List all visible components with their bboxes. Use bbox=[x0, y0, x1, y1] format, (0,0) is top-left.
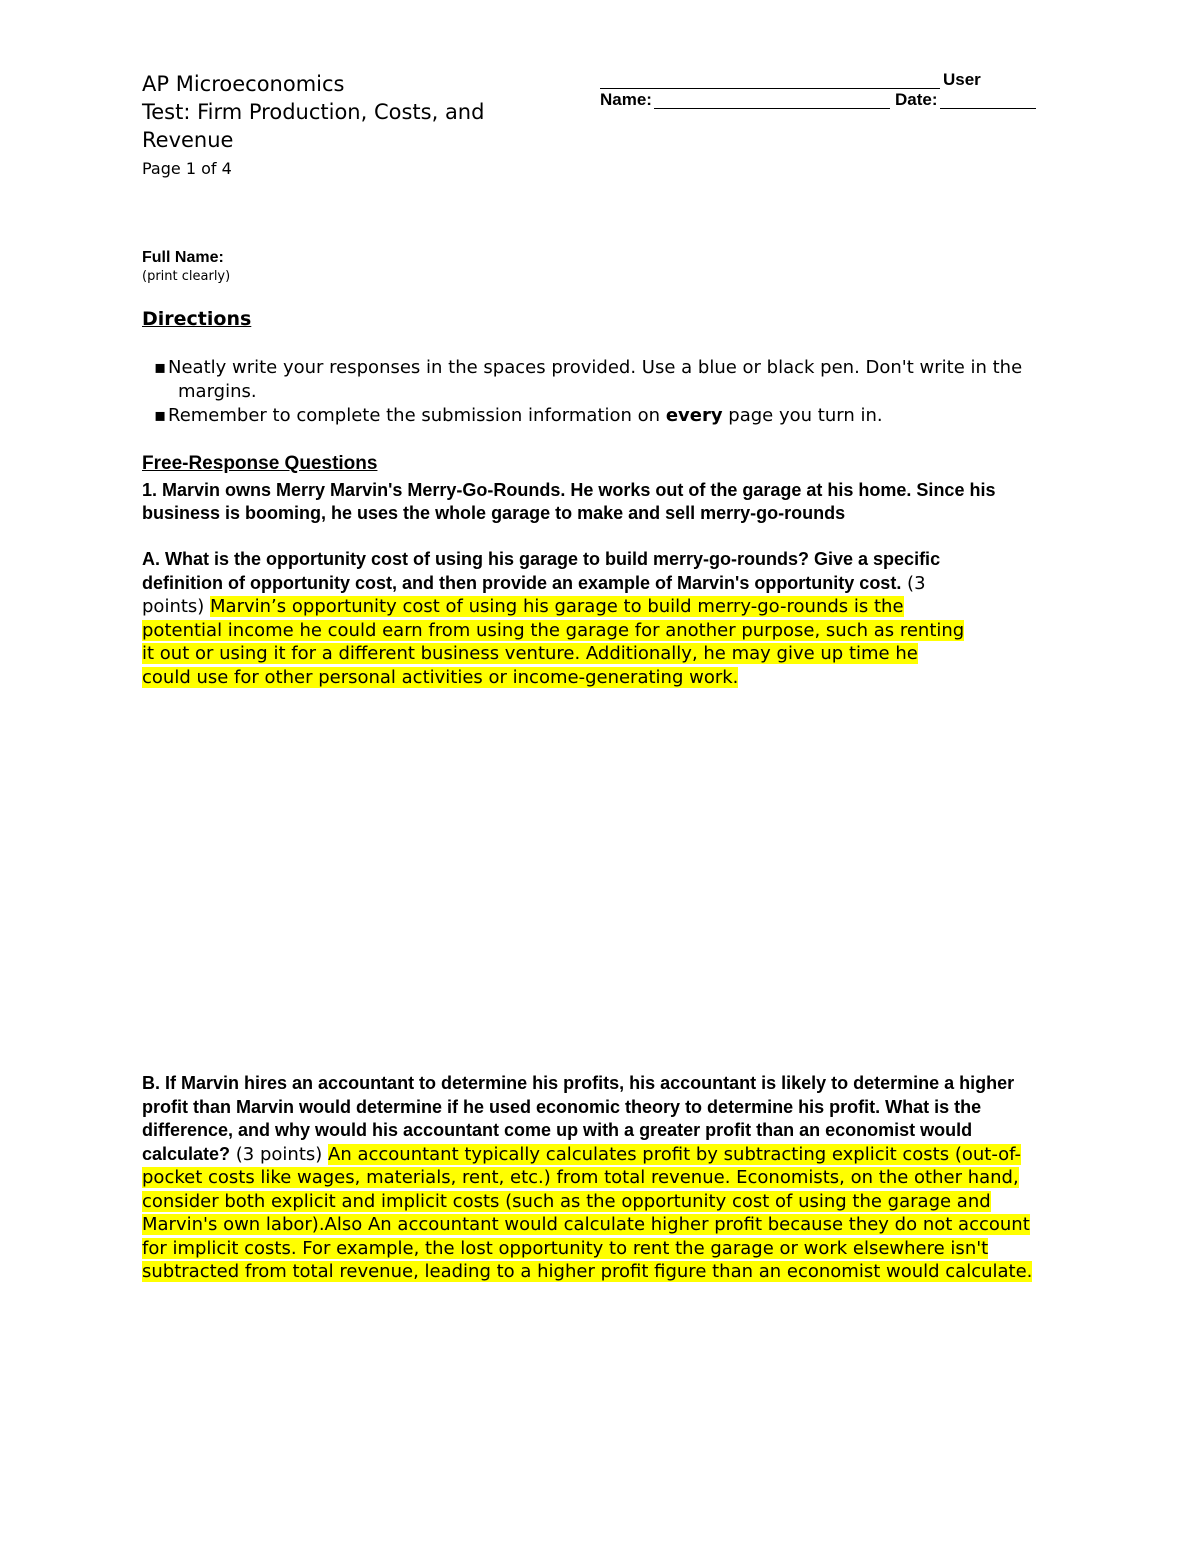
direction-text: Neatly write your responses in the spaces provided. Use a blue or black pen. Don't write in the margins. bbox=[168, 357, 1023, 402]
course-title: AP Microeconomics bbox=[142, 72, 345, 96]
answer-1b: An accountant typically calculates profit by subtracting explicit costs (out-of-pocket costs like wages, materials, rent, etc.) from total revenue. Economists, on the other hand, consider both explicit and implicit costs (such as the opportunity cost of using the garage and Marvin's own labor).Also An accountant would calculate higher profit because they do not account for implicit costs. For example, the lost opportunity to rent the garage or work elsewhere isn't subtracted from total revenue, leading to a higher profit figure than an economist would calculate. bbox=[142, 1143, 1033, 1282]
direction-text-tail: page you turn in. bbox=[722, 405, 883, 426]
question-1b-prompt: B. If Marvin hires an accountant to determine his profits, his accountant is likely to determine a higher profit than Marvin would determine if he used economic theory to determine his profit. What is the difference, and why would his accountant come up with a greater profit than an economist would calculate? bbox=[142, 1073, 1015, 1164]
directions-list bbox=[142, 356, 1052, 428]
question-1: 1. Marvin owns Merry Marvin's Merry-Go-Rounds. He works out of the garage at his home. Since his business is booming, he uses the whole garage to make and sell merry-go-rounds bbox=[142, 480, 996, 523]
test-title: Test: Firm Production, Costs, and Revenue bbox=[142, 100, 485, 152]
user-label: User bbox=[943, 70, 981, 89]
test-title-block bbox=[142, 70, 562, 154]
direction-text: Remember to complete the submission information on bbox=[168, 405, 661, 426]
list-item bbox=[142, 356, 1052, 404]
name-label: Name: bbox=[600, 90, 652, 109]
question-1a bbox=[142, 548, 972, 689]
name-date-row bbox=[600, 90, 1040, 114]
date-line bbox=[940, 108, 1036, 109]
page-number: Page 1 of 4 bbox=[142, 159, 232, 178]
bullet-icon: ▪ bbox=[154, 405, 167, 426]
direction-emphasis: every bbox=[665, 405, 723, 426]
user-row bbox=[600, 70, 1040, 92]
bullet-icon: ▪ bbox=[154, 357, 167, 378]
question-1a-prompt: A. What is the opportunity cost of using his garage to build merry-go-rounds? Give a specific definition of opportunity cost, and then provide an example of Marvin's opportunity cost. bbox=[142, 549, 941, 593]
name-line bbox=[654, 108, 890, 109]
question-1a-points: (3 points) bbox=[142, 572, 926, 617]
question-1b bbox=[142, 1072, 1042, 1284]
print-clearly-note: (print clearly) bbox=[142, 269, 231, 284]
date-label: Date: bbox=[895, 90, 938, 109]
directions-heading: Directions bbox=[142, 308, 252, 330]
question-1b-points: (3 points) bbox=[230, 1143, 328, 1165]
list-item bbox=[142, 404, 1052, 428]
answer-1a: Marvin’s opportunity cost of using his garage to build merry-go-rounds is the potential income he could earn from using the garage for another purpose, such as renting it out or using it for a different business venture. Additionally, he may give up time he could use for other personal activities or income-generating work. bbox=[142, 596, 965, 688]
user-line bbox=[600, 88, 940, 89]
full-name-label: Full Name: bbox=[142, 249, 224, 266]
free-response-heading: Free-Response Questions bbox=[142, 453, 378, 474]
